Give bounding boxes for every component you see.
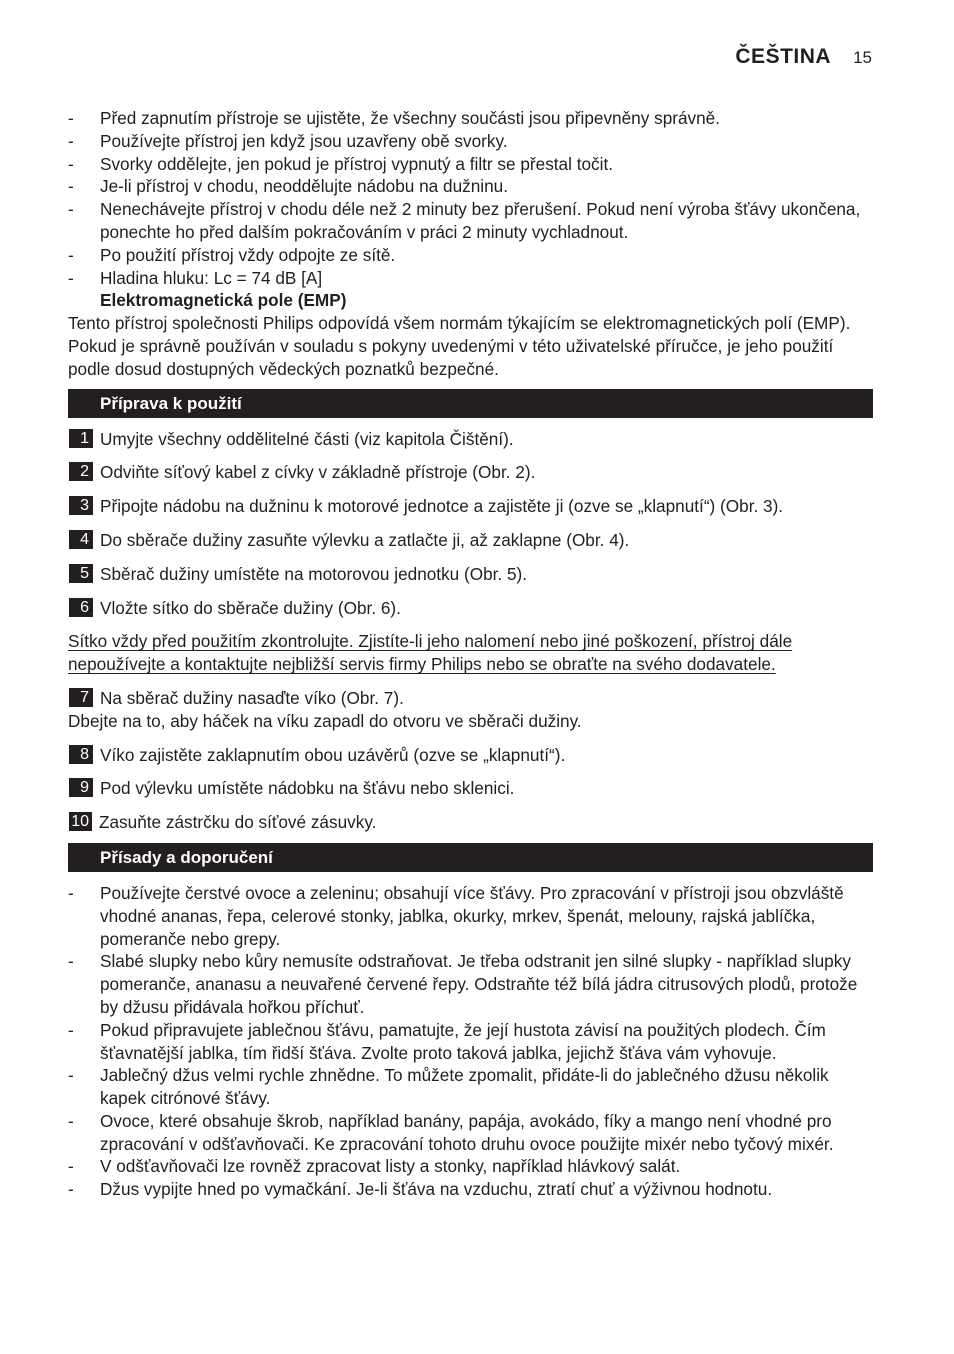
list-item: - Ovoce, které obsahuje škrob, například banány, papája, avokádo, fíky a mango není vhodné pro zpracování v odšťavňovači. Ke zpracování tohoto druhu ovoce použijte mixér nebo tyčový mixér. <box>68 1110 834 1154</box>
step-text: Zasuňte zástrčku do síťové zásuvky. <box>99 812 377 833</box>
list-item: - Používejte čerstvé ovoce a zeleninu; obsahují více šťávy. Pro zpracování v přístroji jsou obzvláště vhodné ananas, řepa, celerové stonky, jablka, okurky, mrkev, špenát, melouny, rajská jablíčka, pomeranče nebo grepy. <box>68 882 844 949</box>
step-4 <box>68 529 873 552</box>
list-item: - Používejte přístroj jen když jsou uzavřeny obě svorky. <box>68 130 508 151</box>
step-text: Víko zajistěte zaklapnutím obou uzávěrů (ozve se „klapnutí“). <box>100 744 566 765</box>
step-5 <box>68 563 873 586</box>
step-text: Do sběrače dužiny zasuňte výlevku a zatlačte ji, až zaklapne (Obr. 4). <box>100 529 630 550</box>
step-9 <box>68 777 873 800</box>
page-number: 15 <box>853 48 872 67</box>
emf-paragraph: Tento přístroj společnosti Philips odpovídá všem normám týkajícím se elektromagnetických polí (EMP). Pokud je správně používán v souladu s pokyny uvedenými v této uživatelské příručce, je jeho použití podle dosud dostupných vědeckých poznatků bezpečné. <box>68 313 851 379</box>
step-number: 5 <box>69 564 93 583</box>
tips-list <box>68 882 873 1201</box>
step-text: Pod výlevku umístěte nádobku na šťávu nebo sklenici. <box>100 778 515 799</box>
step-3 <box>68 495 873 518</box>
list-item: - Pokud připravujete jablečnou šťávu, pamatujte, že její hustota závisí na použitých plodech. Čím šťavnatější jablka, tím řidší šťáva. Zvolte proto taková jablka, jejichž šťáva vám vyhovuje. <box>68 1019 826 1063</box>
list-item: - Před zapnutím přístroje se ujistěte, že všechny součásti jsou připevněny správně. <box>68 108 721 128</box>
list-item: - Hladina hluku: Lc = 74 dB [A] <box>68 267 323 288</box>
section-bar-tips <box>68 843 873 872</box>
step-number: 7 <box>69 688 93 707</box>
step-7 <box>68 687 873 710</box>
list-item: - Nenechávejte přístroj v chodu déle než 2 minuty bez přerušení. Pokud není výroba šťávy ukončena, ponechte ho před dalším pokračováním v práci 2 minuty vychladnout. <box>68 199 861 242</box>
step-number: 1 <box>69 429 93 448</box>
section-title: Příprava k použití <box>100 393 242 413</box>
list-item: - Džus vypijte hned po vymačkání. Je-li šťáva na vzduchu, ztratí chuť a výživnou hodnotu. <box>68 1179 773 1200</box>
step-7-note: Dbejte na to, aby háček na víku zapadl do otvoru ve sběrači dužiny. <box>68 710 582 731</box>
step-text: Připojte nádobu na dužninu k motorové jednotce a zajistěte ji (ozve se „klapnutí“) (Obr. 3). <box>100 496 784 517</box>
step-number: 4 <box>69 530 93 549</box>
list-item: - Jablečný džus velmi rychle zhnědne. To můžete zpomalit, přidáte-li do jablečného džusu několik kapek citrónové šťávy. <box>68 1065 829 1109</box>
step-number: 9 <box>69 778 93 797</box>
step-text: Umyjte všechny oddělitelné části (viz kapitola Čištění). <box>100 428 514 449</box>
step-text: Odviňte síťový kabel z cívky v základně přístroje (Obr. 2). <box>100 462 536 483</box>
section-bar-preparation <box>68 389 873 418</box>
emf-heading: Elektromagnetická pole (EMP) <box>100 290 347 311</box>
step-number: 2 <box>69 462 93 481</box>
section-title: Přísady a doporučení <box>100 847 273 867</box>
page-header <box>735 46 872 70</box>
step-number: 3 <box>69 496 93 515</box>
list-item: - Svorky oddělejte, jen pokud je přístroj vypnutý a filtr se přestal točit. <box>68 153 614 174</box>
step-number: 10 <box>69 812 92 831</box>
step-8 <box>68 744 873 767</box>
step-6 <box>68 597 873 620</box>
list-item: - Slabé slupky nebo kůry nemusíte odstraňovat. Je třeba odstranit jen silné slupky - například slupky pomeranče, ananasu a neuvařené červené řepy. Odstraňte též bílá jádra citrusových plodů, protože by džusu přidávala hořkou příchuť. <box>68 951 858 1017</box>
step-10 <box>68 811 873 834</box>
safety-list <box>68 107 873 289</box>
step-2 <box>68 461 873 484</box>
step-text: Vložte sítko do sběrače dužiny (Obr. 6). <box>100 597 401 618</box>
step-number: 6 <box>69 598 93 617</box>
step-1 <box>68 428 873 451</box>
list-item: - Je-li přístroj v chodu, neoddělujte nádobu na dužninu. <box>68 176 509 197</box>
warning-note: Sítko vždy před použitím zkontrolujte. Zjistíte-li jeho nalomení nebo jiné poškození, přístroj dále nepoužívejte a kontaktujte nejbližší servis firmy Philips nebo se obraťte na svého dodavatele. <box>68 631 793 675</box>
step-text: Na sběrač dužiny nasaďte víko (Obr. 7). <box>100 687 404 708</box>
page-content <box>68 107 873 1201</box>
step-number: 8 <box>69 745 93 764</box>
list-item: - V odšťavňovači lze rovněž zpracovat listy a stonky, například hlávkový salát. <box>68 1156 681 1177</box>
list-item: - Po použití přístroj vždy odpojte ze sítě. <box>68 244 396 265</box>
language-label: ČEŠTINA <box>735 45 832 68</box>
step-text: Sběrač dužiny umístěte na motorovou jednotku (Obr. 5). <box>100 563 528 584</box>
